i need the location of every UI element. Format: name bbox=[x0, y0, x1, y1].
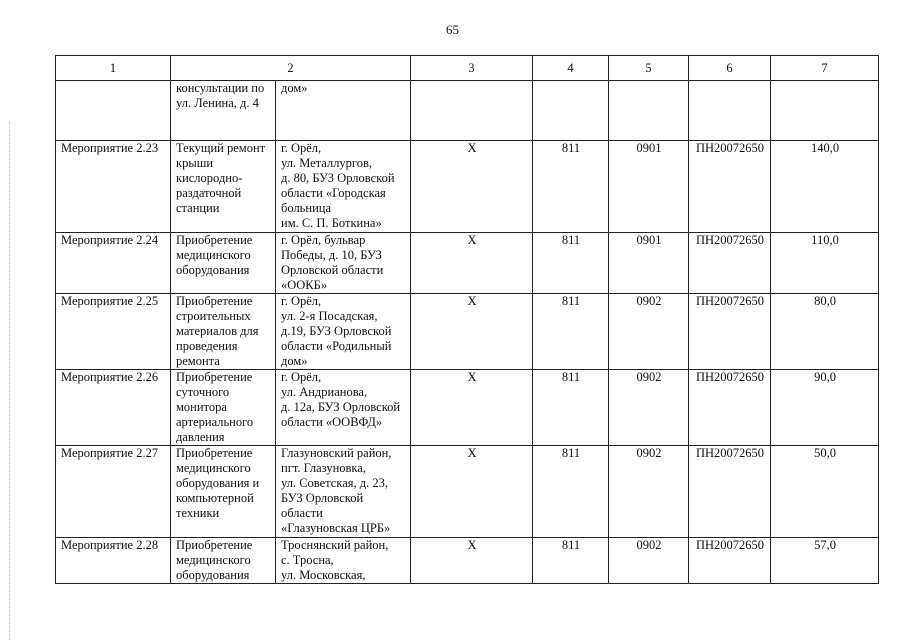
cell-col7: 110,0 bbox=[771, 233, 879, 294]
cell-col2-left bbox=[171, 446, 276, 538]
cell-line: г. Орёл, бульвар bbox=[281, 233, 366, 247]
cell-col3: Х bbox=[411, 141, 533, 233]
page-number: 65 bbox=[446, 22, 459, 37]
cell-line: дом» bbox=[281, 81, 308, 95]
cell-line: г. Орёл, bbox=[281, 370, 322, 384]
cell-col7: 140,0 bbox=[771, 141, 879, 233]
table-row bbox=[56, 141, 879, 233]
header-col-1: 1 bbox=[56, 56, 171, 81]
cell-line: Приобретение bbox=[176, 538, 253, 552]
cell-col1: Мероприятие 2.24 bbox=[56, 233, 171, 294]
cell-line: БУЗ Орловской bbox=[281, 491, 364, 505]
cell-col2-right bbox=[276, 370, 411, 446]
cell-col5: 0902 bbox=[609, 538, 689, 584]
cell-col5 bbox=[609, 81, 689, 141]
cell-line: д.19, БУЗ Орловской bbox=[281, 324, 392, 338]
cell-line: ул. 2-я Посадская, bbox=[281, 309, 378, 323]
cell-col1: Мероприятие 2.28 bbox=[56, 538, 171, 584]
cell-col6: ПН20072650 bbox=[689, 446, 771, 538]
cell-col2-right bbox=[276, 538, 411, 584]
cell-col2-left bbox=[171, 141, 276, 233]
cell-col6: ПН20072650 bbox=[689, 370, 771, 446]
cell-col7 bbox=[771, 81, 879, 141]
table-body bbox=[56, 81, 879, 584]
cell-col4: 811 bbox=[533, 446, 609, 538]
header-col-3: 3 bbox=[411, 56, 533, 81]
cell-line: оборудования bbox=[176, 568, 250, 582]
cell-col4: 811 bbox=[533, 141, 609, 233]
cell-col2-left bbox=[171, 81, 276, 141]
header-row bbox=[56, 56, 879, 81]
cell-line: оборудования bbox=[176, 263, 250, 277]
cell-line: ул. Ленина, д. 4 bbox=[176, 96, 259, 110]
cell-col6 bbox=[689, 81, 771, 141]
cell-col6: ПН20072650 bbox=[689, 294, 771, 370]
cell-line: компьютерной bbox=[176, 491, 254, 505]
cell-line: медицинского bbox=[176, 248, 251, 262]
cell-col5: 0902 bbox=[609, 294, 689, 370]
cell-col2-right bbox=[276, 81, 411, 141]
cell-line: Текущий ремонт bbox=[176, 141, 266, 155]
cell-line: г. Орёл, bbox=[281, 141, 322, 155]
cell-col5: 0902 bbox=[609, 370, 689, 446]
cell-col4: 811 bbox=[533, 294, 609, 370]
cell-line: ул. Андрианова, bbox=[281, 385, 368, 399]
cell-line: Победы, д. 10, БУЗ bbox=[281, 248, 382, 262]
cell-line: с. Тросна, bbox=[281, 553, 334, 567]
cell-line: области «Родильный bbox=[281, 339, 392, 353]
cell-line: им. С. П. Боткина» bbox=[281, 216, 382, 230]
cell-col2-left bbox=[171, 294, 276, 370]
cell-col2-right bbox=[276, 294, 411, 370]
header-col-7: 7 bbox=[771, 56, 879, 81]
cell-col7: 90,0 bbox=[771, 370, 879, 446]
cell-line: ул. Металлургов, bbox=[281, 156, 373, 170]
cell-line: д. 12а, БУЗ Орловской bbox=[281, 400, 401, 414]
cell-line: техники bbox=[176, 506, 220, 520]
cell-line: суточного bbox=[176, 385, 230, 399]
cell-col2-right bbox=[276, 141, 411, 233]
cell-line: ул. Московская, bbox=[281, 568, 366, 582]
cell-line: крыши bbox=[176, 156, 214, 170]
cell-line: области bbox=[281, 506, 323, 520]
cell-line: консультации по bbox=[176, 81, 265, 95]
cell-line: артериального bbox=[176, 415, 254, 429]
cell-col7: 50,0 bbox=[771, 446, 879, 538]
cell-col1 bbox=[56, 81, 171, 141]
cell-line: Приобретение bbox=[176, 446, 253, 460]
scan-edge-mark bbox=[9, 122, 10, 640]
cell-line: Приобретение bbox=[176, 233, 253, 247]
cell-col5: 0901 bbox=[609, 141, 689, 233]
cell-col3: Х bbox=[411, 233, 533, 294]
cell-line: проведения bbox=[176, 339, 238, 353]
cell-col3: Х bbox=[411, 538, 533, 584]
cell-line: больница bbox=[281, 201, 331, 215]
cell-col1: Мероприятие 2.23 bbox=[56, 141, 171, 233]
cell-col4: 811 bbox=[533, 538, 609, 584]
table-row bbox=[56, 233, 879, 294]
cell-line: Троснянский район, bbox=[281, 538, 389, 552]
cell-col3: Х bbox=[411, 446, 533, 538]
cell-col2-left bbox=[171, 538, 276, 584]
cell-col6: ПН20072650 bbox=[689, 141, 771, 233]
header-col-2: 2 bbox=[171, 56, 411, 81]
cell-col3: Х bbox=[411, 370, 533, 446]
table-row bbox=[56, 81, 879, 141]
table-row bbox=[56, 446, 879, 538]
cell-col5: 0901 bbox=[609, 233, 689, 294]
cell-line: Орловской области bbox=[281, 263, 384, 277]
cell-col2-right bbox=[276, 446, 411, 538]
cell-line: области «Городская bbox=[281, 186, 386, 200]
cell-line: кислородно- bbox=[176, 171, 243, 185]
cell-col1: Мероприятие 2.26 bbox=[56, 370, 171, 446]
cell-line: Глазуновский район, bbox=[281, 446, 392, 460]
cell-line: ул. Советская, д. 23, bbox=[281, 476, 388, 490]
cell-col6: ПН20072650 bbox=[689, 233, 771, 294]
header-col-4: 4 bbox=[533, 56, 609, 81]
cell-col6: ПН20072650 bbox=[689, 538, 771, 584]
cell-col5: 0902 bbox=[609, 446, 689, 538]
cell-line: станции bbox=[176, 201, 220, 215]
table-row bbox=[56, 370, 879, 446]
table-row bbox=[56, 294, 879, 370]
cell-line: Приобретение bbox=[176, 294, 253, 308]
document-table bbox=[55, 55, 879, 584]
cell-col3 bbox=[411, 81, 533, 141]
cell-line: медицинского bbox=[176, 553, 251, 567]
header-col-5: 5 bbox=[609, 56, 689, 81]
cell-line: г. Орёл, bbox=[281, 294, 322, 308]
cell-col3: Х bbox=[411, 294, 533, 370]
cell-col2-left bbox=[171, 233, 276, 294]
cell-col2-left bbox=[171, 370, 276, 446]
cell-col2-right bbox=[276, 233, 411, 294]
cell-col1: Мероприятие 2.27 bbox=[56, 446, 171, 538]
cell-line: ремонта bbox=[176, 354, 220, 368]
header-col-6: 6 bbox=[689, 56, 771, 81]
cell-line: Приобретение bbox=[176, 370, 253, 384]
cell-line: дом» bbox=[281, 354, 308, 368]
table-row bbox=[56, 538, 879, 584]
cell-line: давления bbox=[176, 430, 225, 444]
cell-line: пгт. Глазуновка, bbox=[281, 461, 366, 475]
cell-line: раздаточной bbox=[176, 186, 242, 200]
cell-line: д. 80, БУЗ Орловской bbox=[281, 171, 395, 185]
cell-col4: 811 bbox=[533, 370, 609, 446]
cell-col4 bbox=[533, 81, 609, 141]
cell-col7: 57,0 bbox=[771, 538, 879, 584]
cell-col7: 80,0 bbox=[771, 294, 879, 370]
cell-line: оборудования и bbox=[176, 476, 260, 490]
cell-col1: Мероприятие 2.25 bbox=[56, 294, 171, 370]
cell-line: материалов для bbox=[176, 324, 259, 338]
cell-line: медицинского bbox=[176, 461, 251, 475]
cell-col4: 811 bbox=[533, 233, 609, 294]
cell-line: строительных bbox=[176, 309, 251, 323]
cell-line: «Глазуновская ЦРБ» bbox=[281, 521, 391, 535]
cell-line: области «ООВФД» bbox=[281, 415, 383, 429]
cell-line: «ООКБ» bbox=[281, 278, 328, 292]
cell-line: монитора bbox=[176, 400, 227, 414]
